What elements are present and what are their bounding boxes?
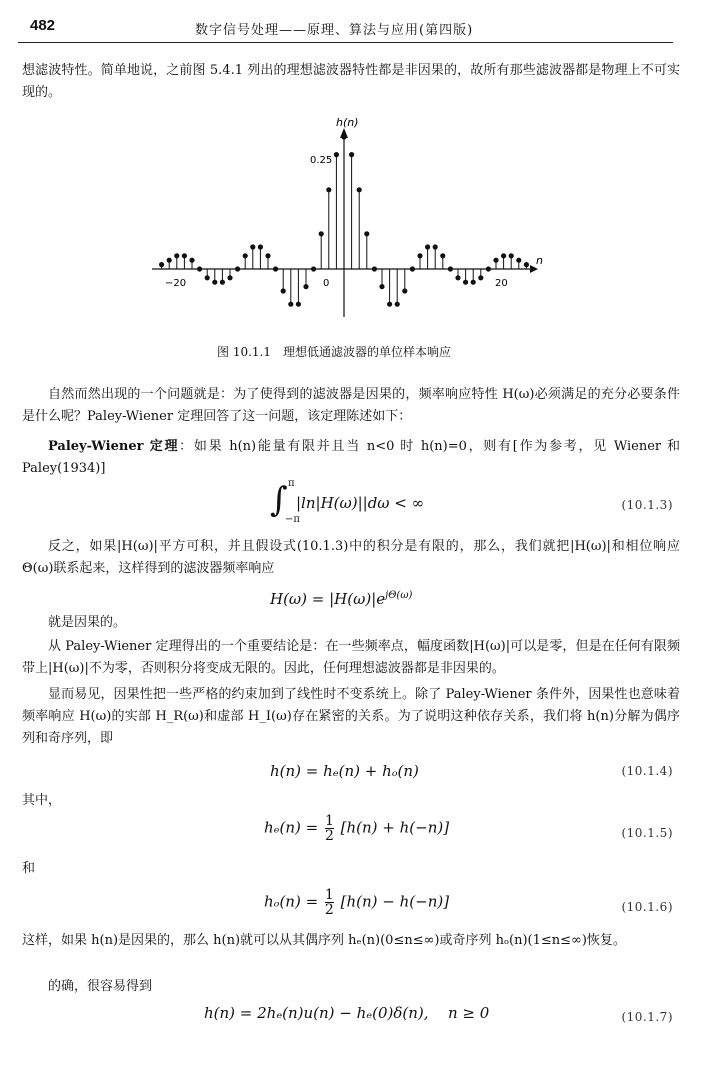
paragraph-9: 的确，很容易得到 [48, 979, 153, 994]
eq6-denominator: 2 [324, 902, 334, 918]
header-rule [18, 42, 673, 43]
stem-point [387, 302, 392, 307]
stem-point [471, 280, 476, 285]
eq6-numerator: 1 [324, 887, 334, 903]
equation-10-1-7: h(n) = 2hₑ(n)u(n) − hₑ(0)δ(n), [204, 1004, 429, 1022]
eq6-lhs: hₒ(n) = [264, 892, 319, 911]
stem-point [205, 275, 210, 280]
where-text: 其中， [22, 793, 62, 808]
stem-point [250, 244, 255, 249]
stem-point [524, 262, 529, 267]
integral-upper-limit: π [288, 478, 295, 489]
stem-point [212, 280, 217, 285]
stem-point [319, 231, 324, 236]
eq5-fraction [325, 814, 334, 843]
stem-point [182, 253, 187, 258]
equation-frequency-response [270, 590, 412, 608]
stem-point [509, 253, 514, 258]
paragraph-3 [22, 436, 680, 480]
theorem-text: ：如果 h(n)能量有限并且当 n<0 时 h(n)=0，则有[作为参考，见 Wiener 和 Paley(1934)] [22, 439, 680, 476]
stem-point [159, 262, 164, 267]
eq6-rhs: [h(n) − h(−n)] [340, 892, 450, 911]
stem-point [189, 258, 194, 263]
paragraph-1: 想滤波特性。简单地说，之前图 5.4.1 列出的理想滤波器特性都是非因果的，故所有那些滤波器都是物理上不可实现的。 [22, 63, 680, 100]
stem-point [174, 253, 179, 258]
x-tick-label-neg20: −20 [165, 278, 187, 289]
equation-10-1-4: h(n) = hₑ(n) + hₒ(n) [270, 762, 419, 780]
y-axis-label: h(n) [336, 116, 359, 129]
eq-freq-exponent: jΘ(ω) [385, 590, 413, 601]
stem-point [167, 258, 172, 263]
paragraph-5: 就是因果的。 [48, 615, 127, 630]
page-number: 482 [30, 17, 56, 34]
equation-10-1-3 [270, 478, 490, 528]
integral-sign: ∫ [270, 480, 288, 520]
eq7-condition: n ≥ 0 [448, 1004, 490, 1022]
eq5-lhs: hₑ(n) = [264, 818, 319, 837]
stem-point [220, 280, 225, 285]
y-axis-arrow [340, 128, 348, 138]
eq-number-10-1-7: (10.1.7) [621, 1010, 673, 1024]
stem-point [364, 231, 369, 236]
equation-10-1-5 [264, 814, 449, 843]
page-header [0, 0, 701, 40]
stem-point [463, 280, 468, 285]
paragraph-2: 自然而然出现的一个问题就是：为了使得到的滤波器是因果的，频率响应特性 H(ω)必须满足的充分必要条件是什么呢？Paley-Wiener 定理回答了这一问题，该定理陈述如下： [22, 387, 680, 424]
stem-point [402, 288, 407, 293]
stem-point [357, 187, 362, 192]
x-tick-label-20: 20 [495, 278, 508, 289]
stem-point [395, 302, 400, 307]
eq-number-10-1-6: (10.1.6) [621, 900, 673, 914]
integral-lower-limit: −π [285, 514, 300, 525]
eq-number-10-1-3: (10.1.3) [621, 498, 673, 512]
x-axis-label: n [536, 254, 543, 267]
stem-point [296, 302, 301, 307]
stem-point [303, 284, 308, 289]
paragraph-7: 显而易见，因果性把一些严格的约束加到了线性时不变系统上。除了 Paley-Wiener 条件外，因果性也意味着频率响应 H(ω)的实部 H_R(ω)和虚部 H_I(ω)存在紧密的关系。为了说明这种依存关系，我们将 h(n)分解为偶序列和奇序列，即 [22, 687, 680, 746]
stem-point [440, 253, 445, 258]
eq6-fraction [325, 888, 334, 917]
eq-freq-lhs: H(ω) = |H(ω)|e [270, 590, 386, 608]
eq-number-10-1-4: (10.1.4) [621, 764, 673, 778]
eq-number-10-1-5: (10.1.5) [621, 826, 673, 840]
stem-point [478, 275, 483, 280]
book-title: 数字信号处理——原理、算法与应用(第四版) [195, 23, 474, 38]
paragraph-4: 反之，如果|H(ω)|平方可积，并且假设式(10.1.3)中的积分是有限的，那么，我们就把|H(ω)|和相位响应 Θ(ω)联系起来，这样得到的滤波器频率响应 [22, 539, 680, 576]
stem-point [433, 244, 438, 249]
stem-point [379, 284, 384, 289]
y-tick-label: 0.25 [310, 155, 333, 166]
stem-plot-figure [140, 112, 560, 322]
stem-point [258, 244, 263, 249]
eq5-rhs: [h(n) + h(−n)] [340, 818, 450, 837]
and-text: 和 [22, 861, 36, 876]
paragraph-6: 从 Paley-Wiener 定理得出的一个重要结论是：在一些频率点，幅度函数|H(ω)|可以是零，但是在任何有限频带上|H(ω)|不为零，否则积分将变成无限的。因此，任何理想滤波器都是非因果的。 [22, 639, 680, 676]
stem-point [288, 302, 293, 307]
stem-point [516, 258, 521, 263]
eq5-denominator: 2 [324, 828, 334, 844]
stem-point [501, 253, 506, 258]
integrand: |ln|H(ω)||dω < ∞ [296, 494, 425, 512]
equation-10-1-6 [264, 888, 449, 917]
eq5-numerator: 1 [324, 813, 334, 829]
x-tick-label-0: 0 [323, 278, 330, 289]
figure-caption: 图 10.1.1 理想低通滤波器的单位样本响应 [217, 345, 451, 359]
stem-point [493, 258, 498, 263]
stem-point [334, 152, 339, 157]
theorem-label: Paley-Wiener 定理 [48, 439, 180, 454]
stem-point [243, 253, 248, 258]
stem-point [455, 275, 460, 280]
stem-point [265, 253, 270, 258]
stem-point [326, 187, 331, 192]
stem-point [349, 152, 354, 157]
paragraph-8: 这样，如果 h(n)是因果的，那么 h(n)就可以从其偶序列 hₑ(n)(0≤n≤∞)或奇序列 hₒ(n)(1≤n≤∞)恢复。 [22, 933, 626, 948]
stem-point [417, 253, 422, 258]
stem-point [425, 244, 430, 249]
stem-point [281, 288, 286, 293]
stem-point [227, 275, 232, 280]
